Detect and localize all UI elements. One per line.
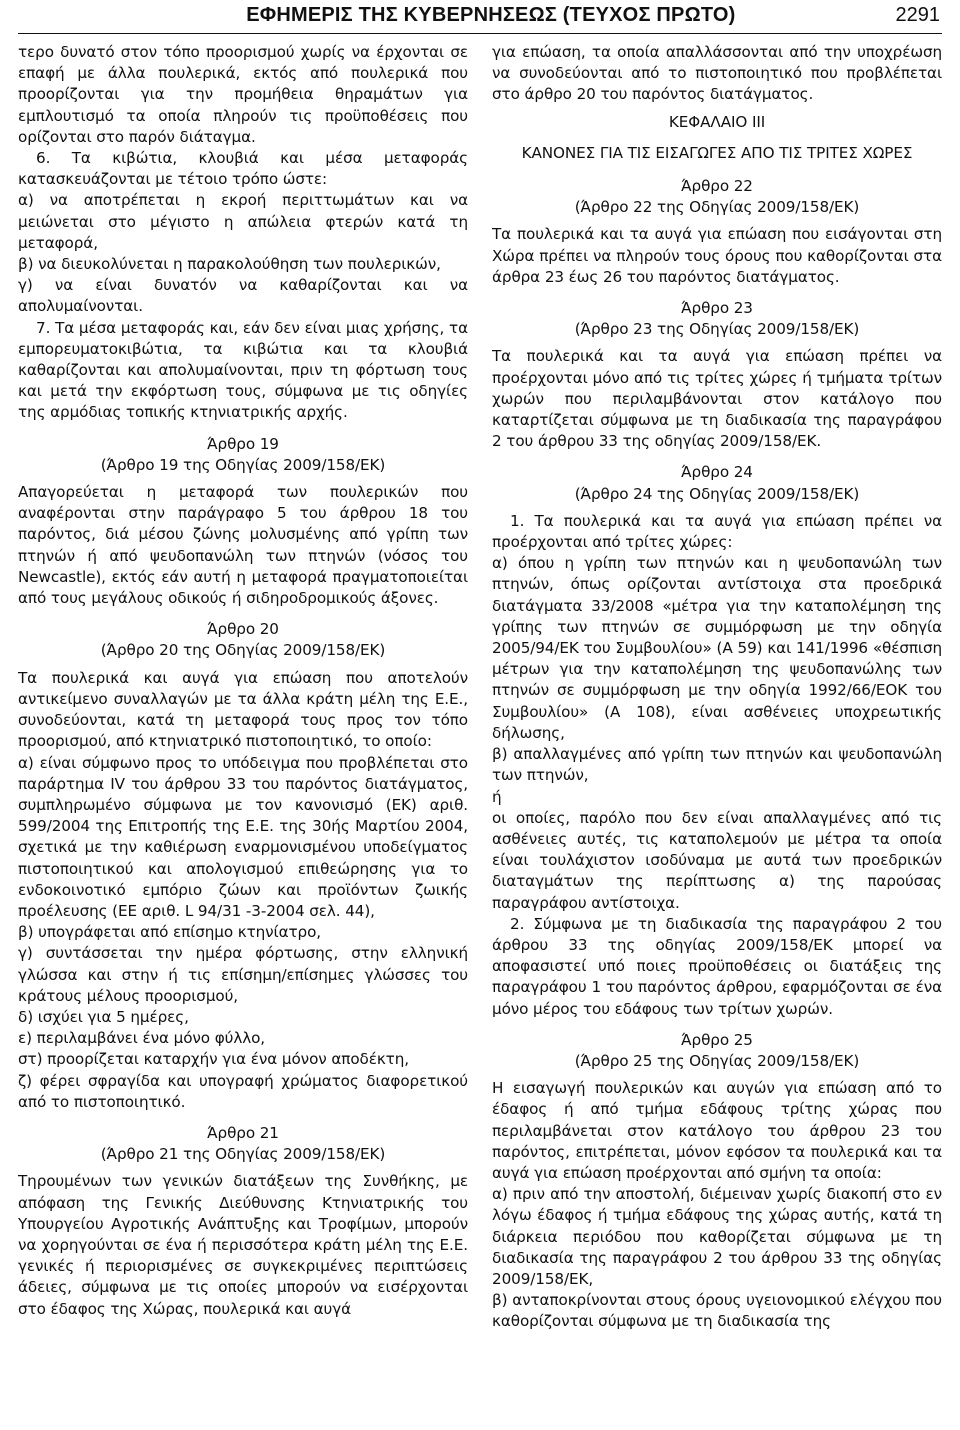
article-23-subtitle: (Άρθρο 23 της Οδηγίας 2009/158/ΕΚ) bbox=[574, 320, 860, 339]
paragraph: τερο δυνατό στον τόπο προορισμού χωρίς να έρχονται σε επαφή με άλλα πουλερικά, εκτός από πουλερικά που προορίζονται για την προμήθεια θηραμάτων για εμπλουτισμό τα οποία πληρούν τις προϋποθέσεις που ορίζονται στο παρόν διάταγμα. bbox=[18, 43, 468, 146]
article-25-subtitle: (Άρθρο 25 της Οδηγίας 2009/158/ΕΚ) bbox=[574, 1051, 860, 1070]
paragraph: α) πριν από την αποστολή, διέμειναν χωρίς διακοπή στο εν λόγω έδαφος ή τμήμα εδάφους της χώρας αυτής, κατά τη διάρκεια περιόδου που καθορίζεται σύμφωνα με τη διαδικασία της παραγράφου 2 του άρθρου 33 της οδηγίας 2009/158/ΕΚ, bbox=[492, 1185, 942, 1288]
paragraph: Τα πουλερικά και αυγά για επώαση που αποτελούν αντικείμενο συναλλαγών με τα άλλα κράτη μέλη της Ε.Ε., συνοδεύονται, κατά τη μεταφορά τους προς τον τόπο προορισμού, από κτηνιατρικό πιστοποιητικό, το οποίο: bbox=[18, 668, 468, 751]
right-column bbox=[492, 42, 942, 1333]
paragraph: ή bbox=[492, 787, 502, 806]
paragraph: ζ) φέρει σφραγίδα και υπογραφή χρώματος διαφορετικού από το πιστοποιητικό. bbox=[18, 1071, 468, 1111]
page-number: 2291 bbox=[895, 4, 940, 26]
article-24-subtitle: (Άρθρο 24 της Οδηγίας 2009/158/ΕΚ) bbox=[574, 484, 860, 503]
chapter-heading: ΚΕΦΑΛΑΙΟ III bbox=[668, 112, 766, 131]
header-title: ΕΦΗΜΕΡΙΣ ΤΗΣ ΚΥΒΕΡΝΗΣΕΩΣ (ΤΕΥΧΟΣ ΠΡΩΤΟ) bbox=[246, 4, 736, 26]
paragraph: στ) προορίζεται καταρχήν για ένα μόνον αποδέκτη, bbox=[18, 1050, 409, 1069]
paragraph: α) όπου η γρίπη των πτηνών και η ψευδοπανώλη των πτηνών, όπως ορίζονται αντίστοιχα στα προεδρικά διατάγματα 33/2008 «μέτρα για την καταπολέμηση της γρίπης των πτηνών σε συμμόρφωση με την οδηγία 2005/94/ΕΚ του Συμβουλίου» (Α 59) και 141/1996 «θέσπιση μέτρων για την καταπολέμηση της ψευδοπανώλης των πτηνών σε συμμόρφωση με την οδηγία 1992/66/ΕΟΚ του Συμβουλίου» (Α 108), είναι ασθένειες υποχρεωτικής δήλωσης, bbox=[492, 554, 942, 742]
article-20-title: Άρθρο 20 bbox=[207, 620, 279, 639]
chapter-title: ΚΑΝΟΝΕΣ ΓΙΑ ΤΙΣ ΕΙΣΑΓΩΓΕΣ ΑΠΟ ΤΙΣ ΤΡΙΤΕΣ ΧΩΡΕΣ bbox=[521, 143, 913, 162]
left-column bbox=[18, 42, 468, 1333]
paragraph: 2. Σύμφωνα με τη διαδικασία της παραγράφου 2 του άρθρου 33 της οδηγίας 2009/158/ΕΚ μπορεί να αποφασιστεί υπό ποιες προϋποθέσεις οι διατάξεις της παραγράφου 1 του παρόντος άρθρου, εφαρμόζονται σε ένα μόνο μέρος του εδάφους των τρίτων χωρών. bbox=[492, 914, 942, 1018]
article-21-title: Άρθρο 21 bbox=[207, 1123, 279, 1142]
paragraph: β) ανταποκρίνονται στους όρους υγειονομικού ελέγχου που καθορίζονται σύμφωνα με τη διαδικασία της bbox=[492, 1291, 942, 1331]
paragraph: 7. Τα μέσα μεταφοράς και, εάν δεν είναι μιας χρήσης, τα εμπορευματοκιβώτια, τα κιβώτια και τα κλουβιά καθαρίζονται και απολυμαίνονται, πριν τη φόρτωση τους και μετά την εκφόρτωση τους, σύμφωνα με τις οδηγίες της αρμόδιας τοπικής κτηνιατρικής αρχής. bbox=[18, 318, 468, 422]
paragraph: β) υπογράφεται από επίσημο κτηνίατρο, bbox=[18, 923, 322, 942]
paragraph: β) να διευκολύνεται η παρακολούθηση των πουλερικών, bbox=[18, 255, 441, 274]
paragraph: γ) να είναι δυνατόν να καθαρίζονται και να απολυμαίνονται. bbox=[18, 276, 468, 316]
article-25-title: Άρθρο 25 bbox=[681, 1030, 753, 1049]
paragraph: 1. Τα πουλερικά και τα αυγά για επώαση πρέπει να προέρχονται από τρίτες χώρες: bbox=[492, 511, 942, 552]
paragraph: για επώαση, τα οποία απαλλάσσονται από την υποχρέωση να συνοδεύονται από το πιστοποιητικό που προβλέπεται στο άρθρο 20 του παρόντος διατάγματος. bbox=[492, 43, 942, 104]
paragraph: α) να αποτρέπεται η εκροή περιττωμάτων και να μειώνεται στο μέγιστο η απώλεια φτερών κατά τη μεταφορά, bbox=[18, 191, 468, 252]
article-23-title: Άρθρο 23 bbox=[681, 299, 753, 318]
paragraph: Η εισαγωγή πουλερικών και αυγών για επώαση από το έδαφος ή από τμήμα εδάφους τρίτης χώρας που περιλαμβάνεται στον κατάλογο του άρθρου 23 του παρόντος, επιτρέπεται, μόνον εφόσον τα πουλερικά και τα αυγά για επώαση προέρχονται από σμήνη τα οποία: bbox=[492, 1079, 942, 1182]
text-columns bbox=[18, 34, 942, 1333]
article-24-title: Άρθρο 24 bbox=[681, 463, 753, 482]
paragraph: δ) ισχύει για 5 ημέρες, bbox=[18, 1007, 189, 1026]
paragraph: ε) περιλαμβάνει ένα μόνο φύλλο, bbox=[18, 1029, 266, 1048]
article-19-subtitle: (Άρθρο 19 της Οδηγίας 2009/158/ΕΚ) bbox=[100, 455, 386, 474]
paragraph: Τα πουλερικά και τα αυγά για επώαση πρέπει να προέρχονται μόνο από τις τρίτες χώρες ή τμήματα τρίτων χωρών που περιλαμβάνονται στον κατάλογο που καταρτίζεται σύμφωνα με τη διαδικασία της παραγράφου 2 του άρθρου 33 της οδηγίας 2009/158/ΕΚ. bbox=[492, 347, 942, 451]
article-22-title: Άρθρο 22 bbox=[681, 177, 753, 196]
article-22-subtitle: (Άρθρο 22 της Οδηγίας 2009/158/ΕΚ) bbox=[574, 198, 860, 217]
paragraph: β) απαλλαγμένες από γρίπη των πτηνών και ψευδοπανώλη των πτηνών, bbox=[492, 745, 942, 785]
paragraph: 6. Τα κιβώτια, κλουβιά και μέσα μεταφοράς κατασκευάζονται με τέτοιο τρόπο ώστε: bbox=[18, 149, 468, 189]
paragraph: γ) συντάσσεται την ημέρα φόρτωσης, στην ελληνική γλώσσα και στην ή τις επίσημη/επίσημες γλώσσες του κράτους μέλους προορισμού, bbox=[18, 944, 468, 1005]
paragraph: οι οποίες, παρόλο που δεν είναι απαλλαγμένες από τις ασθένειες αυτές, τις καταπολεμούν με μέτρα τα οποία είναι τουλάχιστον ισοδύναμα με αυτά των προεδρικών διαταγμάτων της περίπτωσης α) της παρούσας παραγράφου αντίστοιχα. bbox=[492, 808, 942, 912]
paragraph: Απαγορεύεται η μεταφορά των πουλερικών που αναφέρονται στην παράγραφο 5 του άρθρου 18 του παρόντος, διά μέσου ζώνης μολυσμένης από γρίπη των πτηνών ή από ψευδοπανώλη των πτηνών (νόσος του Newcastle), εκτός εάν αυτή η μεταφορά πραγματοποιείται από τους μεγάλους οδικούς ή σιδηροδρομικούς άξονες. bbox=[18, 483, 468, 608]
page-header bbox=[18, 0, 942, 34]
article-19-title: Άρθρο 19 bbox=[207, 434, 279, 453]
paragraph: α) είναι σύμφωνο προς το υπόδειγμα που προβλέπεται στο παράρτημα IV του άρθρου 33 του παρόντος διατάγματος, συμπληρωμένο σύμφωνα με τον κανονισμό (ΕΚ) αριθ. 599/2004 της Επιτροπής της Ε.Ε. της 30ής Μαρτίου 2004, σχετικά με την καθιέρωση εναρμονισμένου υποδείγματος πιστοποιητικού και απολογισμού επιθεώρησης για το ενδοκοινοτικό εμπόριο ζώων και προϊόντων ζωικής προέλευσης (ΕΕ αριθ. L 94/31 -3-2004 σελ. 44), bbox=[18, 753, 468, 920]
article-20-subtitle: (Άρθρο 20 της Οδηγίας 2009/158/ΕΚ) bbox=[100, 641, 386, 660]
article-21-subtitle: (Άρθρο 21 της Οδηγίας 2009/158/ΕΚ) bbox=[100, 1145, 386, 1164]
paragraph: Τηρουμένων των γενικών διατάξεων της Συνθήκης, με απόφαση της Γενικής Διεύθυνσης Κτηνιατρικής του Υπουργείου Αγροτικής Ανάπτυξης και Τροφίμων, μπορούν να χορηγούνται σε ένα ή περισσότερα κράτη μέλη της Ε.Ε. γενικές ή περιορισμένες σε συγκεκριμένες περιπτώσεις άδειες, σύμφωνα με τις οποίες μπορούν να εισέρχονται στο έδαφος της Χώρας, πουλερικά και αυγά bbox=[18, 1172, 468, 1318]
paragraph: Τα πουλερικά και τα αυγά για επώαση που εισάγονται στη Χώρα πρέπει να πληρούν τους όρους που καθορίζονται στα άρθρα 23 έως 26 του παρόντος διατάγματος. bbox=[492, 225, 942, 286]
